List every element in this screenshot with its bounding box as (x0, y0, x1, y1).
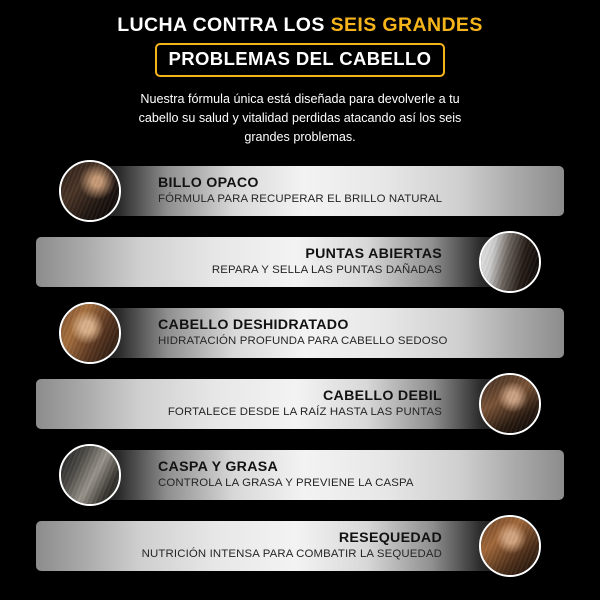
problem-title: CASPA Y GRASA (158, 459, 279, 476)
problem-title: PUNTAS ABIERTAS (305, 246, 442, 263)
problem-row (36, 373, 564, 435)
poster-subtitle: Nuestra fórmula única está diseñada para devolverle a tu cabello su salud y vitalidad perdidas atacando así los seis grandes problemas. (138, 91, 462, 144)
problem-text (158, 318, 550, 349)
problem-description: REPARA Y SELLA LAS PUNTAS DAÑADAS (211, 263, 442, 276)
problem-title: CABELLO DEBIL (323, 388, 442, 405)
dandruff-scalp-photo (59, 444, 121, 506)
problem-bar (92, 450, 564, 500)
problem-text (50, 247, 442, 278)
headline-line-1-plain: LUCHA CONTRA LOS (117, 14, 331, 36)
dry-hair-photo (59, 302, 121, 364)
problem-row (36, 302, 564, 364)
headline-line-1-accent: SEIS GRANDES (330, 14, 483, 36)
hair-photo-fill (481, 375, 539, 433)
problem-bar (36, 521, 508, 571)
headline-line-2: PROBLEMAS DEL CABELLO (155, 43, 446, 76)
problem-bar (36, 379, 508, 429)
poster-header (0, 0, 600, 146)
problem-title: CABELLO DESHIDRATADO (158, 317, 349, 334)
problem-text (50, 531, 442, 562)
hair-photo-fill (61, 304, 119, 362)
problem-description: NUTRICIÓN INTENSA PARA COMBATIR LA SEQUEDAD (141, 547, 442, 560)
woman-shiny-hair-photo (59, 160, 121, 222)
split-ends-hair-photo (479, 231, 541, 293)
hair-photo-fill (61, 446, 119, 504)
headline-line-2-wrap (40, 43, 560, 76)
problem-description: CONTROLA LA GRASA Y PREVIENE LA CASPA (158, 476, 414, 489)
hair-photo-fill (481, 233, 539, 291)
problem-title: RESEQUEDAD (338, 530, 442, 547)
problems-list (0, 160, 600, 577)
problem-row (36, 444, 564, 506)
problem-description: FORTALECE DESDE LA RAÍZ HASTA LAS PUNTAS (167, 405, 442, 418)
brushing-hair-photo (479, 373, 541, 435)
problem-row (36, 231, 564, 293)
problem-text (158, 176, 550, 207)
headline-line-1 (40, 14, 560, 36)
problem-bar (92, 308, 564, 358)
problem-row (36, 515, 564, 577)
problem-description: HIDRATACIÓN PROFUNDA PARA CABELLO SEDOSO (158, 334, 448, 347)
problem-title: BILLO OPACO (158, 175, 259, 192)
problem-bar (92, 166, 564, 216)
problem-description: FÓRMULA PARA RECUPERAR EL BRILLO NATURAL (158, 192, 443, 205)
problem-bar (36, 237, 508, 287)
problem-text (50, 389, 442, 420)
hair-photo-fill (61, 162, 119, 220)
problem-row (36, 160, 564, 222)
dry-frizzy-hair-photo (479, 515, 541, 577)
problem-text (158, 460, 550, 491)
hair-photo-fill (481, 517, 539, 575)
